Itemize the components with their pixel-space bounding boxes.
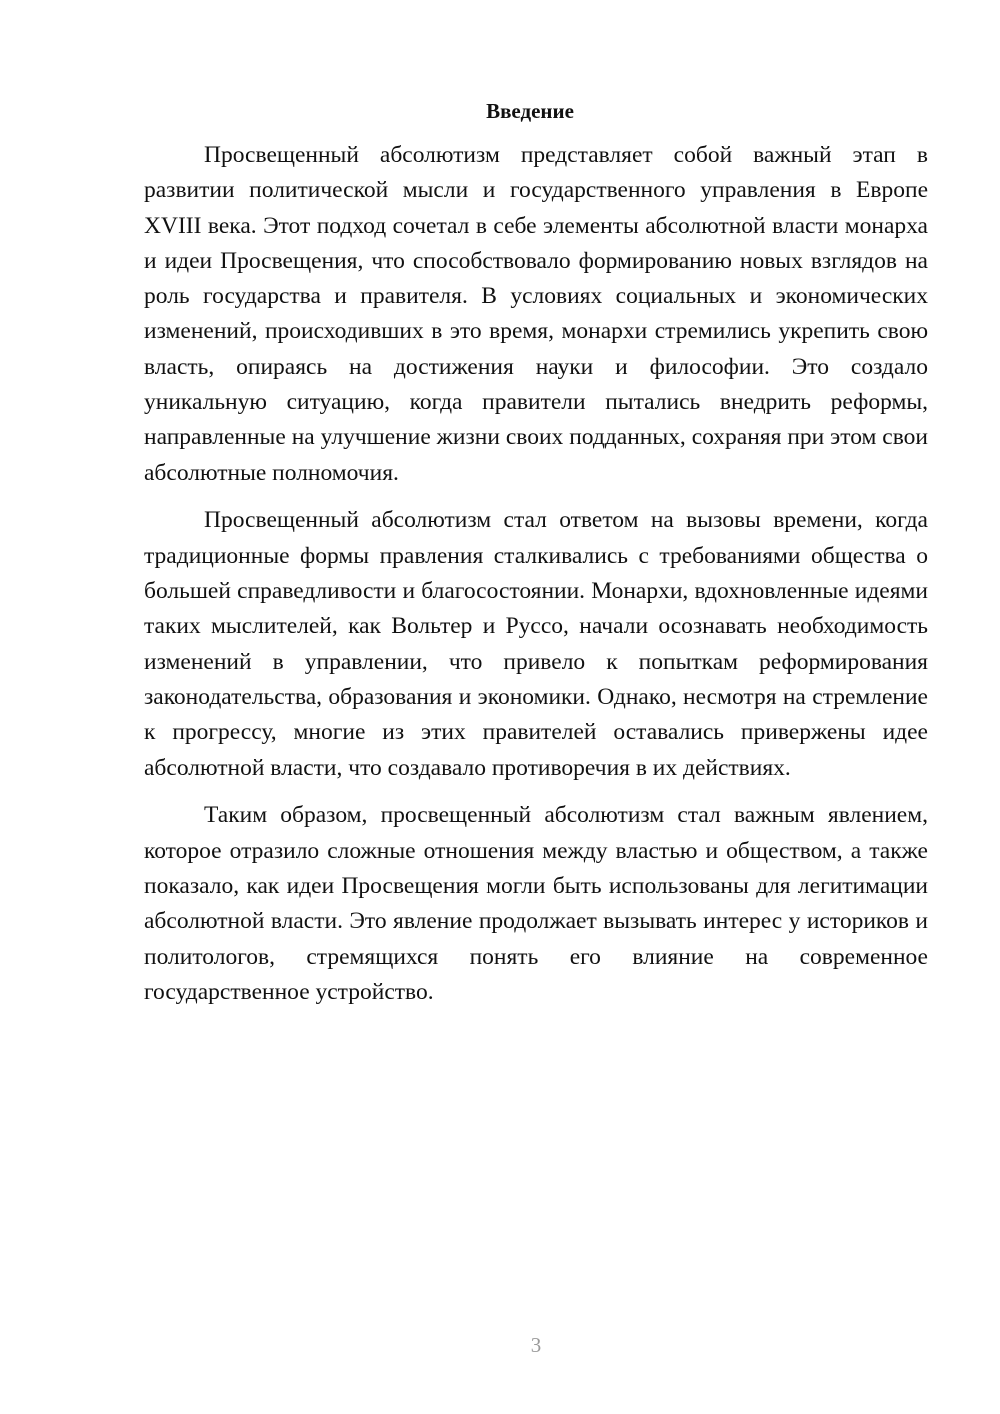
page-number: 3 xyxy=(530,1333,542,1357)
page-content xyxy=(144,96,928,1023)
paragraph-2: Просвещенный абсолютизм стал ответом на вызовы времени, когда традиционные формы правления сталкивались с требованиями общества о большей справедливости и благосостоянии. Монархи, вдохновленные идеями таких мыслителей, как Вольтер и Руссо, начали осознавать необходимость изменений в управлении, что привело к попыткам реформирования законодательства, образования и экономики. Однако, несмотря на стремление к прогрессу, многие из этих правителей оставались привержены идее абсолютной власти, что создавало противоречия в их действиях. xyxy=(144,507,928,781)
section-title: Введение xyxy=(486,99,574,123)
paragraph-1: Просвещенный абсолютизм представляет собой важный этап в развитии политической мысли и государственного управления в Европе XVIII века. Этот подход сочетал в себе элементы абсолютной власти монарха и идеи Просвещения, что способствовало формированию новых взглядов на роль государства и правителя. В условиях социальных и экономических изменений, происходивших в это время, монархи стремились укрепить свою власть, опираясь на достижения науки и философии. Это создало уникальную ситуацию, когда правители пытались внедрить реформы, направленные на улучшение жизни своих подданных, сохраняя при этом свои абсолютные полномочия. xyxy=(144,142,928,486)
paragraph-3: Таким образом, просвещенный абсолютизм стал важным явлением, которое отразило сложные отношения между властью и обществом, а также показало, как идеи Просвещения могли быть использованы для легитимации абсолютной власти. Это явление продолжает вызывать интерес у историков и политологов, стремящихся понять его влияние на современное государственное устройство. xyxy=(144,802,928,1005)
